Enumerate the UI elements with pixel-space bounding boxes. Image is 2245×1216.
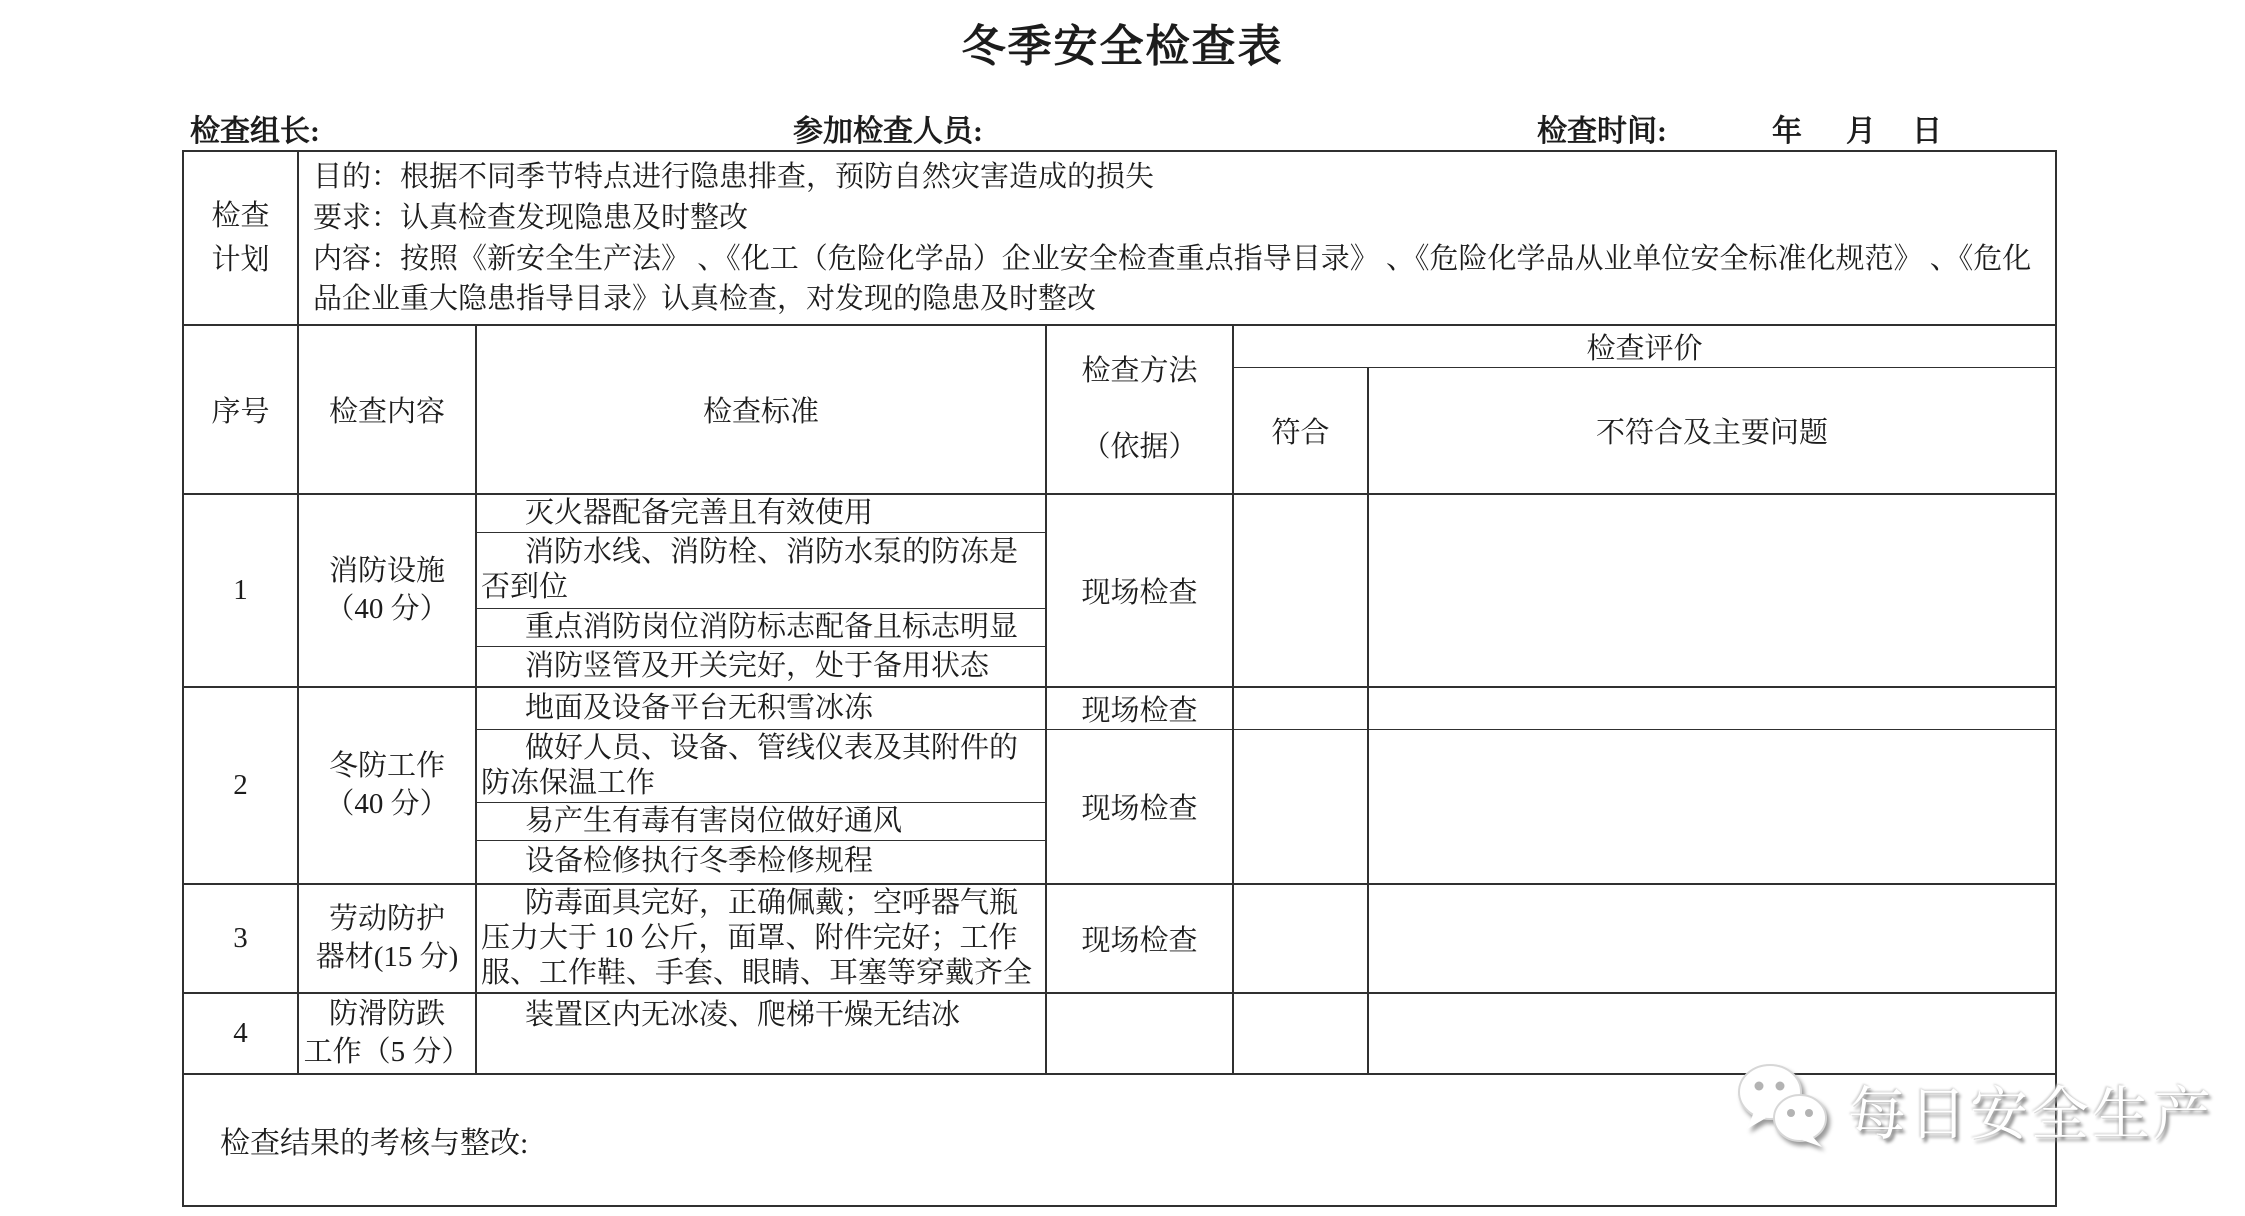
standard-cell: 地面及设备平台无积雪冰冻 xyxy=(476,687,1046,730)
conform-cell-3 xyxy=(1233,884,1368,993)
nonconform-cell-2a xyxy=(1368,687,2056,730)
seq-cell-4: 4 xyxy=(183,993,298,1074)
col-header-evaluation: 检查评价 xyxy=(1233,325,2056,368)
seq-cell-3: 3 xyxy=(183,884,298,993)
content-3-line2: 器材(15 分) xyxy=(315,941,459,973)
table-row xyxy=(183,884,2056,993)
watermark xyxy=(1734,1062,2214,1155)
wechat-logo-icon xyxy=(1734,1062,1834,1155)
col-header-seq: 序号 xyxy=(183,325,298,494)
content-4-line2: 工作（5 分） xyxy=(303,1036,471,1068)
method-cell-1: 现场检查 xyxy=(1046,494,1233,688)
col-header-method xyxy=(1046,325,1233,494)
watermark-brand-text: 每日安全生产 xyxy=(1848,1081,2215,1147)
content-4-line1: 防滑防跌 xyxy=(328,998,445,1030)
year-label: 年 xyxy=(1772,115,1802,148)
inspection-table xyxy=(182,150,2057,1207)
plan-details-cell xyxy=(298,151,2056,325)
plan-label-line2: 计划 xyxy=(211,244,270,276)
nonconform-cell-2b xyxy=(1368,730,2056,884)
top-fields xyxy=(0,106,2245,148)
day-label: 日 xyxy=(1912,115,1942,148)
table-header-row xyxy=(183,325,2056,368)
month-label: 月 xyxy=(1846,115,1876,148)
participants-label: 参加检查人员: xyxy=(793,115,983,148)
nonconform-cell-3 xyxy=(1368,884,2056,993)
conform-cell-2a xyxy=(1233,687,1368,730)
content-3-line1: 劳动防护 xyxy=(328,903,445,935)
conform-cell-2b xyxy=(1233,730,1368,884)
inspection-time-label: 检查时间: xyxy=(1537,115,1667,148)
content-cell-4 xyxy=(298,993,476,1074)
seq-cell-1: 1 xyxy=(183,494,298,688)
seq-cell-2: 2 xyxy=(183,687,298,884)
standard-cell: 重点消防岗位消防标志配备且标志明显 xyxy=(476,608,1046,646)
standard-cell: 防毒面具完好，正确佩戴；空呼器气瓶压力大于 10 公斤，面罩、附件完好；工作服、工作鞋、手套、眼睛、耳塞等穿戴齐全 xyxy=(476,884,1046,993)
col-header-conform: 符合 xyxy=(1233,368,1368,494)
standard-cell: 消防竖管及开关完好，处于备用状态 xyxy=(476,646,1046,687)
content-cell-1 xyxy=(298,494,476,688)
nonconform-cell-1 xyxy=(1368,494,2056,688)
inspection-leader-label: 检查组长: xyxy=(190,115,320,148)
standard-cell: 消防水线、消防栓、消防水泵的防冻是否到位 xyxy=(476,532,1046,608)
method-header-line1: 检查方法 xyxy=(1081,355,1198,388)
method-cell-3: 现场检查 xyxy=(1046,884,1233,993)
plan-purpose: 目的：根据不同季节特点进行隐患排查，预防自然灾害造成的损失 xyxy=(313,161,1155,193)
standard-cell: 设备检修执行冬季检修规程 xyxy=(476,841,1046,884)
result-assessment-cell: 检查结果的考核与整改: xyxy=(183,1074,2056,1206)
standard-cell: 做好人员、设备、管线仪表及其附件的防冻保温工作 xyxy=(476,730,1046,803)
standard-cell: 易产生有毒有害岗位做好通风 xyxy=(476,803,1046,841)
method-header-line2: （依据） xyxy=(1081,431,1198,464)
conform-cell-4 xyxy=(1233,993,1368,1074)
table-row xyxy=(183,151,2056,325)
standard-cell: 灭火器配备完善且有效使用 xyxy=(476,494,1046,533)
plan-requirement: 要求：认真检查发现隐患及时整改 xyxy=(313,202,749,234)
method-cell-4 xyxy=(1046,993,1233,1074)
content-2-line2: （40 分） xyxy=(325,788,449,821)
plan-content: 内容：按照《新安全生产法》 、《化工（危险化学品）企业安全检查重点指导目录》 、《危险化学品从业单位安全标准化规范》 、《危化品企业重大隐患指导目录》认真检查，对发现的隐患及时整改 xyxy=(313,243,2032,315)
content-2-line1: 冬防工作 xyxy=(328,750,445,783)
content-1-line1: 消防设施 xyxy=(328,555,445,588)
table-row xyxy=(183,494,2056,533)
content-cell-3 xyxy=(298,884,476,993)
page-title: 冬季安全检查表 xyxy=(961,22,1284,71)
table-row xyxy=(183,687,2056,730)
plan-label-line1: 检查 xyxy=(211,200,270,232)
method-cell-2b: 现场检查 xyxy=(1046,730,1233,884)
col-header-standard: 检查标准 xyxy=(476,325,1046,494)
col-header-content: 检查内容 xyxy=(298,325,476,494)
plan-row-label xyxy=(183,151,298,325)
col-header-nonconform: 不符合及主要问题 xyxy=(1368,368,2056,494)
content-1-line2: （40 分） xyxy=(325,593,449,626)
standard-cell: 装置区内无冰凌、爬梯干燥无结冰 xyxy=(476,993,1046,1074)
conform-cell-1 xyxy=(1233,494,1368,688)
method-cell-2a: 现场检查 xyxy=(1046,687,1233,730)
content-cell-2 xyxy=(298,687,476,884)
